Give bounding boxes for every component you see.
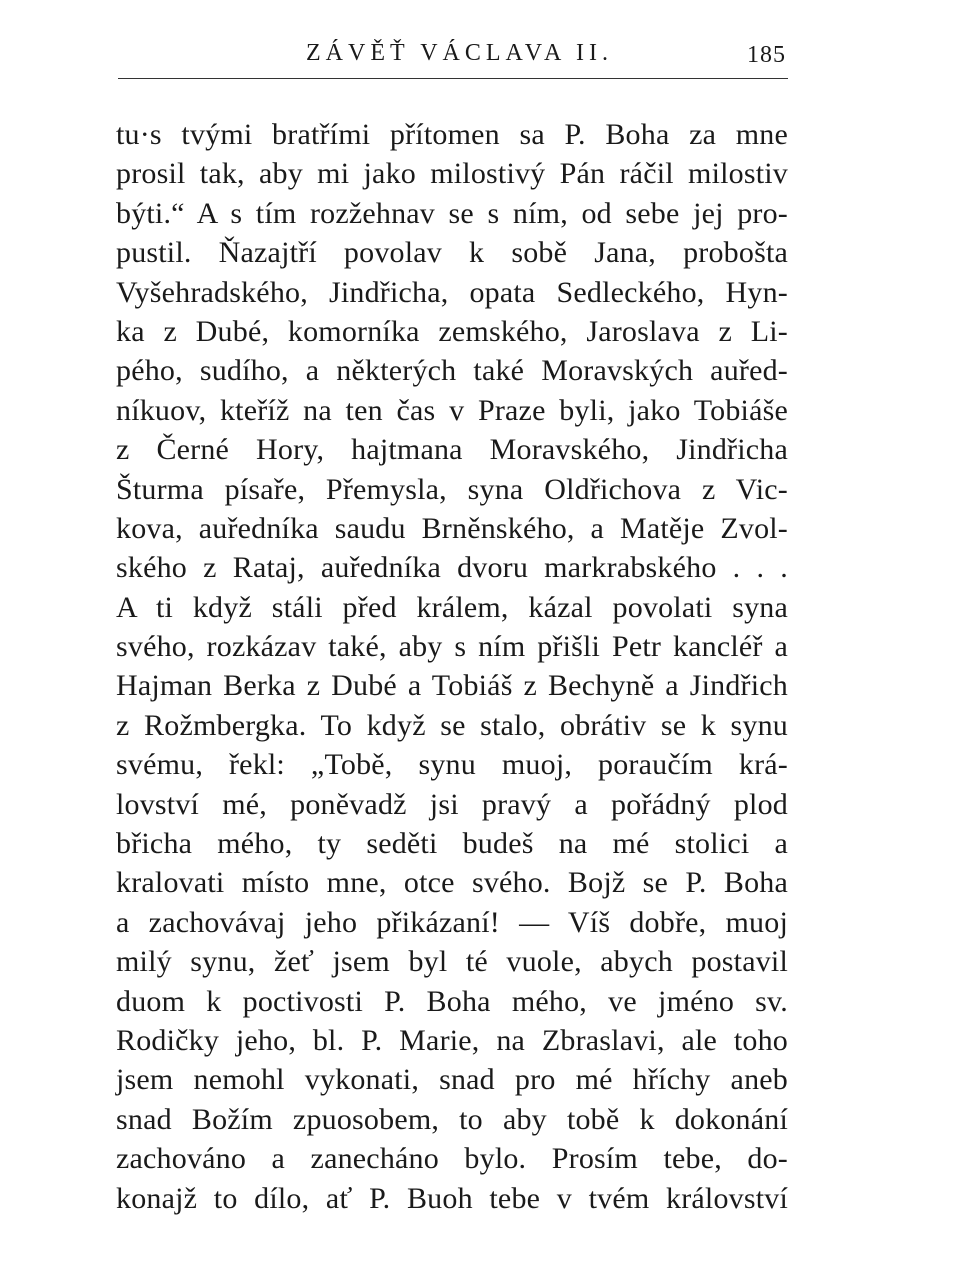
- text-line: níkuov, kteříž na ten čas v Praze byli, jako Tobiáše: [116, 393, 788, 427]
- text-line: Rodičky jeho, bl. P. Marie, na Zbraslavi, ale toho: [116, 1023, 788, 1057]
- text-line: svému, řekl: „Tobě, synu muoj, poraučím krá-: [116, 748, 788, 782]
- text-line: zachováno a zanecháno bylo. Prosím tebe, do-: [116, 1142, 788, 1176]
- text-line: Vyšehradského, Jindřicha, opata Sedleckého, Hyn-: [116, 275, 788, 309]
- text-line: ka z Dubé, komorníka zemského, Jaroslava z Li-: [116, 314, 788, 348]
- text-line: z Černé Hory, hajtmana Moravského, Jindřicha: [116, 433, 788, 467]
- text-line: tu·s tvými bratřími přítomen sa P. Boha za mne: [116, 118, 788, 151]
- header-rule: [118, 78, 788, 79]
- text-line: svého, rozkázav také, aby s ním přišli Petr kancléř a: [116, 630, 788, 664]
- text-line: ského z Rataj, auředníka dvoru markrabského . . .: [116, 551, 788, 585]
- text-line: z Rožmbergka. To když se stalo, obrátiv se k synu: [116, 708, 788, 742]
- body-text: [116, 115, 788, 1218]
- text-line: duom k poctivosti P. Boha mého, ve jméno sv.: [116, 984, 788, 1018]
- running-head: [110, 36, 790, 76]
- text-line: a zachovávaj jeho přikázaní! — Víš dobře, muoj: [116, 905, 788, 939]
- text-line: konajž to dílo, ať P. Buoh tebe v tvém království: [116, 1181, 788, 1215]
- text-line: kralovati místo mne, otce svého. Bojž se P. Boha: [116, 866, 788, 900]
- text-line: milý synu, žeť jsem byl té vuole, abych postavil: [116, 945, 788, 979]
- text-line: A ti když stáli před králem, kázal povolati syna: [116, 590, 788, 624]
- text-line: Hajman Berka z Dubé a Tobiáš z Bechyně a Jindřich: [116, 669, 788, 703]
- page-number: 185: [747, 42, 786, 68]
- text-line: břicha mého, ty seděti budeš na mé stolici a: [116, 827, 788, 861]
- text-line: pého, sudího, a některých také Moravských auřed-: [116, 354, 788, 388]
- text-line: Šturma písaře, Přemysla, syna Oldřichova z Vic-: [116, 472, 788, 506]
- text-line: býti.“ A s tím rozžehnav se s ním, od sebe jej pro-: [116, 196, 788, 230]
- text-line: lovství mé, poněvadž jsi pravý a pořádný plod: [116, 787, 788, 821]
- text-line: prosil tak, aby mi jako milostivý Pán ráčil milostiv: [116, 157, 788, 191]
- text-line: snad Božím zpuosobem, to aby tobě k dokonání: [116, 1102, 788, 1136]
- text-line: kova, auředníka saudu Brněnského, a Matěje Zvol-: [116, 511, 788, 545]
- text-line: pustil. Ňazajtří povolav k sobě Jana, probošta: [116, 236, 788, 270]
- text-line: jsem nemohl vykonati, snad pro mé hříchy aneb: [116, 1063, 788, 1097]
- running-title: ZÁVĚŤ VÁCLAVA II.: [306, 40, 614, 66]
